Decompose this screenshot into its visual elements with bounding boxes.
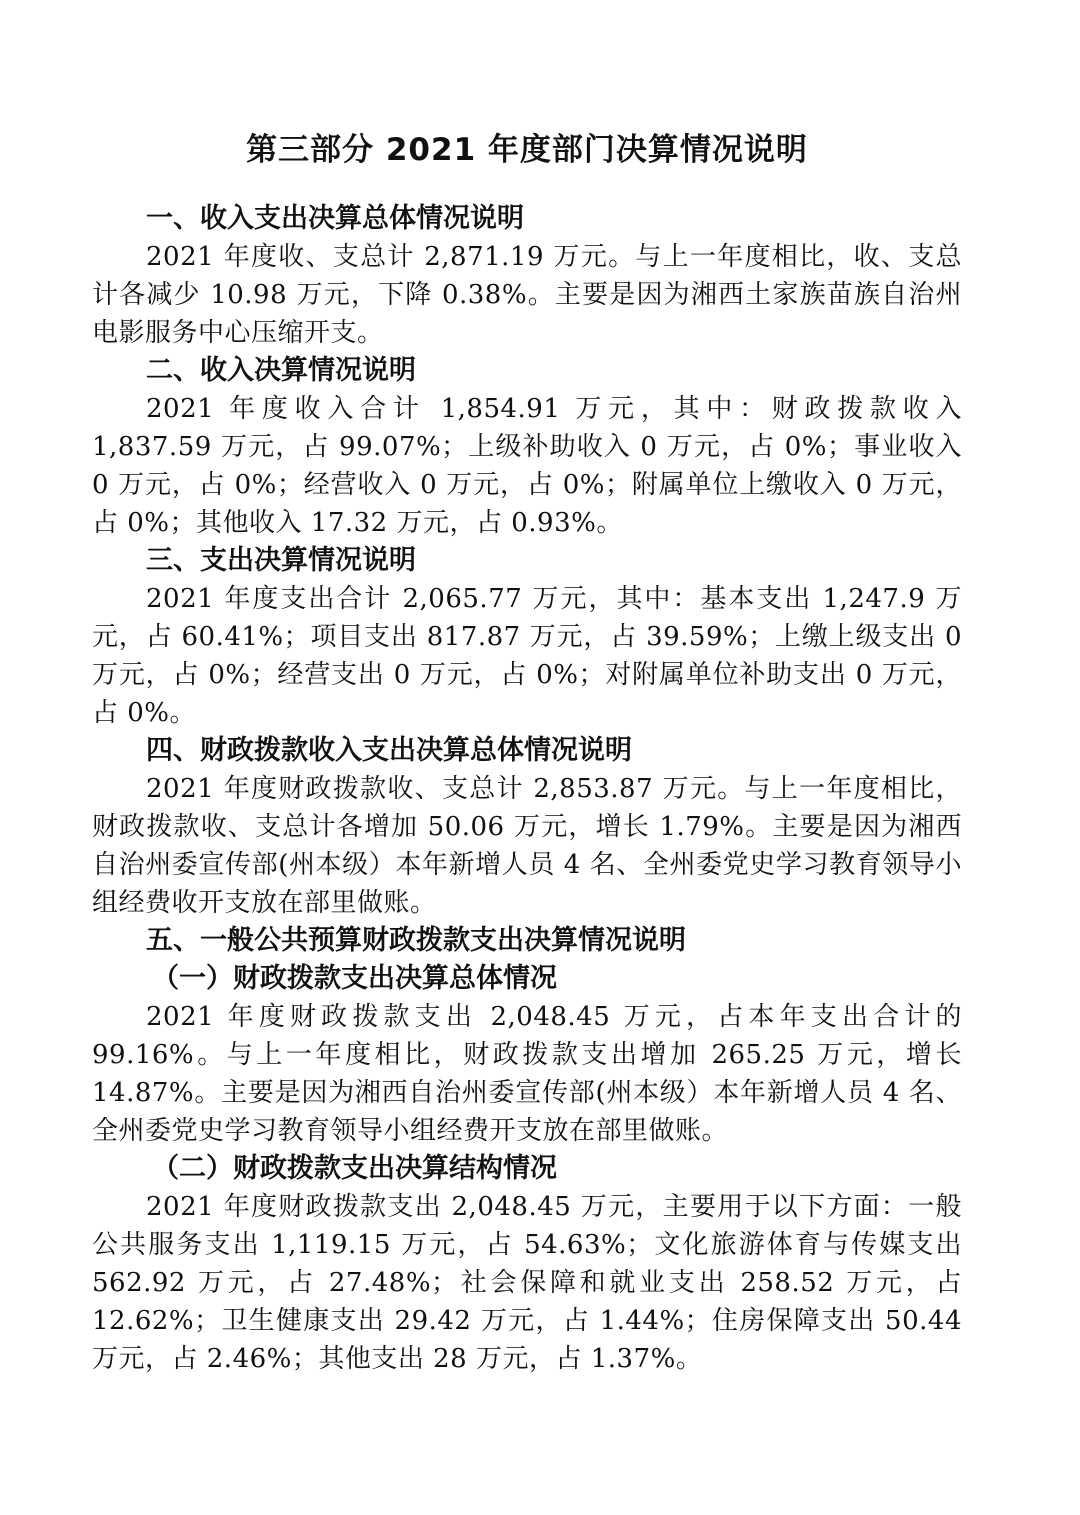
section-heading: 五、一般公共预算财政拨款支出决算情况说明 <box>146 925 686 956</box>
section-heading: 二、收入决算情况说明 <box>146 355 416 386</box>
section-paragraph: 2021 年度财政拨款支出 2,048.45 万元，主要用于以下方面：一般公共服务支出 1,119.15 万元，占 54.63%；文化旅游体育与传媒支出 562.92 万元，占 27.48%；社会保障和就业支出 258.52 万元，占 12.62%；卫生健康支出 29.42 万元，占 1.44%；住房保障支出 50.44 万元，占 2.46%；其他支出 28 万元，占 1.37%。 <box>92 1192 962 1374</box>
section-paragraph: 2021 年度财政拨款支出 2,048.45 万元，占本年支出合计的 99.16%。与上一年度相比，财政拨款支出增加 265.25 万元，增长 14.87%。主要是因为湘西自治州委宣传部(州本级）本年新增人员 4 名、全州委党史学习教育领导小组经费开支放在部里做账。 <box>92 1002 962 1146</box>
subsection-heading: （一）财政拨款支出决算总体情况 <box>152 963 557 994</box>
section-2 <box>92 352 962 542</box>
section-4 <box>92 732 962 922</box>
section-heading: 四、财政拨款收入支出决算总体情况说明 <box>146 735 632 766</box>
section-heading: 三、支出决算情况说明 <box>146 545 416 576</box>
section-5-1 <box>92 960 962 1150</box>
section-3 <box>92 542 962 732</box>
section-1 <box>92 200 962 352</box>
section-paragraph: 2021 年度收入合计 1,854.91 万元，其中：财政拨款收入 1,837.59 万元，占 99.07%；上级补助收入 0 万元，占 0%；事业收入 0 万元，占 0%；经营收入 0 万元，占 0%；附属单位上缴收入 0 万元，占 0%；其他收入 17.32 万元，占 0.93%。 <box>92 394 962 538</box>
section-heading: 一、收入支出决算总体情况说明 <box>146 203 524 234</box>
section-5 <box>92 922 962 960</box>
section-paragraph: 2021 年度支出合计 2,065.77 万元，其中：基本支出 1,247.9 万元，占 60.41%；项目支出 817.87 万元，占 39.59%；上缴上级支出 0 万元，占 0%；经营支出 0 万元，占 0%；对附属单位补助支出 0 万元，占 0%。 <box>92 584 962 728</box>
section-paragraph: 2021 年度财政拨款收、支总计 2,853.87 万元。与上一年度相比，财政拨款收、支总计各增加 50.06 万元，增长 1.79%。主要是因为湘西自治州委宣传部(州本级）本年新增人员 4 名、全州委党史学习教育领导小组经费收开支放在部里做账。 <box>92 774 962 918</box>
section-5-2 <box>92 1150 962 1378</box>
document-title: 第三部分 2021 年度部门决算情况说明 <box>246 132 808 168</box>
section-paragraph: 2021 年度收、支总计 2,871.19 万元。与上一年度相比，收、支总计各减少 10.98 万元，下降 0.38%。主要是因为湘西土家族苗族自治州电影服务中心压缩开支。 <box>92 242 962 348</box>
subsection-heading: （二）财政拨款支出决算结构情况 <box>152 1153 557 1184</box>
